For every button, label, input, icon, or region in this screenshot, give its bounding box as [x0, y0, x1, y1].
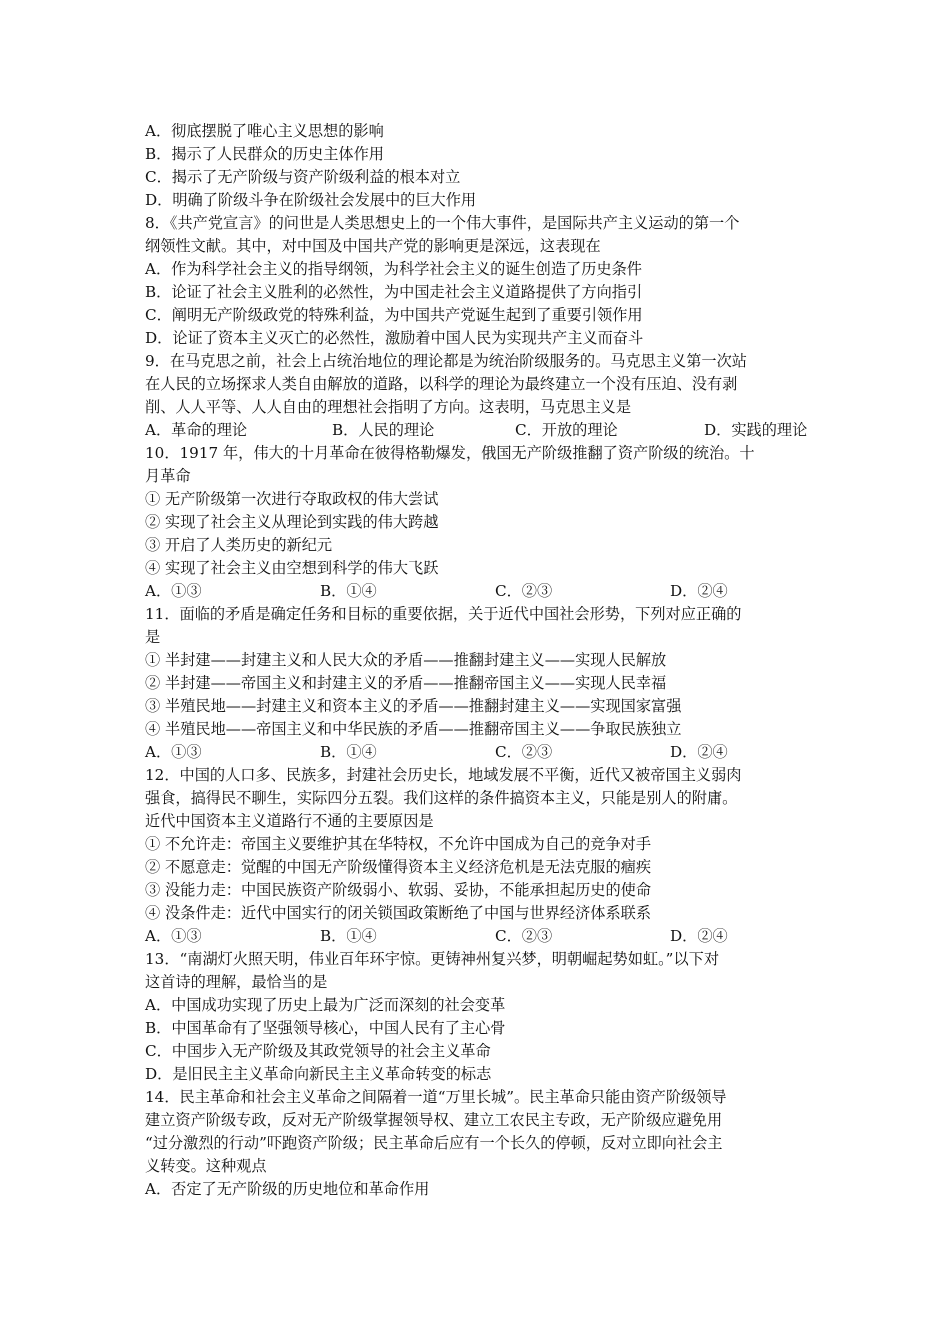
- q10-stem-line-2: 月革命: [145, 467, 191, 485]
- q11-stem-line-2: 是: [145, 628, 161, 646]
- q11-option-d: D．②④: [670, 743, 728, 761]
- q11-stem-line-1: 11．面临的矛盾是确定任务和目标的重要依据，关于近代中国社会形势，下列对应正确的: [145, 605, 742, 623]
- q10-item-2: ② 实现了社会主义从理论到实践的伟大跨越: [145, 513, 439, 531]
- q13-option-a: A．中国成功实现了历史上最为广泛而深刻的社会变革: [145, 996, 506, 1014]
- q11-item-2: ② 半封建——帝国主义和封建主义的矛盾——推翻帝国主义——实现人民幸福: [145, 674, 667, 692]
- q11-item-4: ④ 半殖民地——帝国主义和中华民族的矛盾——推翻帝国主义——争取民族独立: [145, 720, 682, 738]
- q11-item-1: ① 半封建——封建主义和人民大众的矛盾——推翻封建主义——实现人民解放: [145, 651, 667, 669]
- q10-option-a: A．①③: [145, 582, 202, 600]
- q13-option-d: D．是旧民主主义革命向新民主主义革命转变的标志: [145, 1065, 492, 1083]
- q13-option-c: C．中国步入无产阶级及其政党领导的社会主义革命: [145, 1042, 491, 1060]
- q8-option-a: A．作为科学社会主义的指导纲领，为科学社会主义的诞生创造了历史条件: [145, 260, 642, 278]
- q11-option-b: B．①④: [320, 743, 377, 761]
- q12-item-3: ③ 没能力走：中国民族资产阶级弱小、软弱、妥协，不能承担起历史的使命: [145, 881, 652, 899]
- q11-options: [145, 741, 815, 764]
- q10-item-3: ③ 开启了人类历史的新纪元: [145, 536, 333, 554]
- q10-stem-line-1: 10．1917 年，伟大的十月革命在彼得格勒爆发，俄国无产阶级推翻了资产阶级的统治。十: [145, 444, 755, 462]
- q12-option-b: B．①④: [320, 927, 377, 945]
- q12-option-c: C．②③: [495, 927, 553, 945]
- q12-item-1: ① 不允许走：帝国主义要维护其在华特权，不允许中国成为自己的竞争对手: [145, 835, 652, 853]
- q10-option-b: B．①④: [320, 582, 377, 600]
- q9-stem-line-2: 在人民的立场探求人类自由解放的道路，以科学的理论为最终建立一个没有压迫、没有剥: [145, 375, 738, 393]
- q7-option-d: D．明确了阶级斗争在阶级社会发展中的巨大作用: [145, 191, 477, 209]
- q13-option-b: B．中国革命有了坚强领导核心，中国人民有了主心骨: [145, 1019, 506, 1037]
- q8-stem-line-1: 8．《共产党宣言》的问世是人类思想史上的一个伟大事件，是国际共产主义运动的第一个: [145, 214, 740, 232]
- q9-option-d: D．实践的理论: [704, 421, 808, 439]
- q10-option-d: D．②④: [670, 582, 728, 600]
- q12-stem-line-1: 12．中国的人口多、民族多，封建社会历史长，地域发展不平衡，近代又被帝国主义弱肉: [145, 766, 742, 784]
- q8-stem-line-2: 纲领性文献。其中，对中国及中国共产党的影响更是深远，这表现在: [145, 237, 601, 255]
- q14-stem-line-1: 14．民主革命和社会主义革命之间隔着一道“万里长城”。民主革命只能由资产阶级领导: [145, 1088, 727, 1106]
- q13-stem-line-1: 13．“南湖灯火照天明，伟业百年环宇惊。更铸神州复兴梦，明朝崛起势如虹。”以下对: [145, 950, 720, 968]
- q11-option-c: C．②③: [495, 743, 553, 761]
- q12-stem-line-2: 强食，搞得民不聊生，实际四分五裂。我们这样的条件搞资本主义，只能是别人的附庸。: [145, 789, 738, 807]
- q7-option-a: A．彻底摆脱了唯心主义思想的影响: [145, 122, 384, 140]
- q9-stem-line-3: 削、人人平等、人人自由的理想社会指明了方向。这表明，马克思主义是: [145, 398, 631, 416]
- q12-item-4: ④ 没条件走：近代中国实行的闭关锁国政策断绝了中国与世界经济体系联系: [145, 904, 652, 922]
- q10-options: [145, 580, 815, 603]
- q14-stem-line-2: 建立资产阶级专政，反对无产阶级掌握领导权、建立工农民主专政，无产阶级应避免用: [145, 1111, 723, 1129]
- q11-item-3: ③ 半殖民地——封建主义和资本主义的矛盾——推翻封建主义——实现国家富强: [145, 697, 682, 715]
- q10-item-1: ① 无产阶级第一次进行夺取政权的伟大尝试: [145, 490, 439, 508]
- q9-option-b: B．人民的理论: [332, 421, 435, 439]
- q14-stem-line-3: “过分激烈的行动”吓跑资产阶级；民主革命后应有一个长久的停顿，反对立即向社会主: [145, 1134, 723, 1152]
- q10-option-c: C．②③: [495, 582, 553, 600]
- exam-page: [145, 120, 815, 1201]
- q9-option-a: A．革命的理论: [145, 421, 248, 439]
- q12-item-2: ② 不愿意走：觉醒的中国无产阶级懂得资本主义经济危机是无法克服的痼疾: [145, 858, 652, 876]
- q11-option-a: A．①③: [145, 743, 202, 761]
- q9-option-c: C．开放的理论: [515, 421, 618, 439]
- q7-option-b: B．揭示了人民群众的历史主体作用: [145, 145, 384, 163]
- q8-option-c: C．阐明无产阶级政党的特殊利益，为中国共产党诞生起到了重要引领作用: [145, 306, 643, 324]
- q8-option-b: B．论证了社会主义胜利的必然性，为中国走社会主义道路提供了方向指引: [145, 283, 643, 301]
- q14-option-a: A．否定了无产阶级的历史地位和革命作用: [145, 1180, 430, 1198]
- q7-option-c: C．揭示了无产阶级与资产阶级利益的根本对立: [145, 168, 461, 186]
- q10-item-4: ④ 实现了社会主义由空想到科学的伟大飞跃: [145, 559, 439, 577]
- q12-option-d: D．②④: [670, 927, 728, 945]
- q12-options: [145, 925, 815, 948]
- q12-stem-line-3: 近代中国资本主义道路行不通的主要原因是: [145, 812, 434, 830]
- q12-option-a: A．①③: [145, 927, 202, 945]
- q14-stem-line-4: 义转变。这种观点: [145, 1157, 267, 1175]
- q9-options: [145, 419, 815, 442]
- q9-stem-line-1: 9．在马克思之前，社会上占统治地位的理论都是为统治阶级服务的。马克思主义第一次站: [145, 352, 747, 370]
- q8-option-d: D．论证了资本主义灭亡的必然性，激励着中国人民为实现共产主义而奋斗: [145, 329, 644, 347]
- q13-stem-line-2: 这首诗的理解，最恰当的是: [145, 973, 328, 991]
